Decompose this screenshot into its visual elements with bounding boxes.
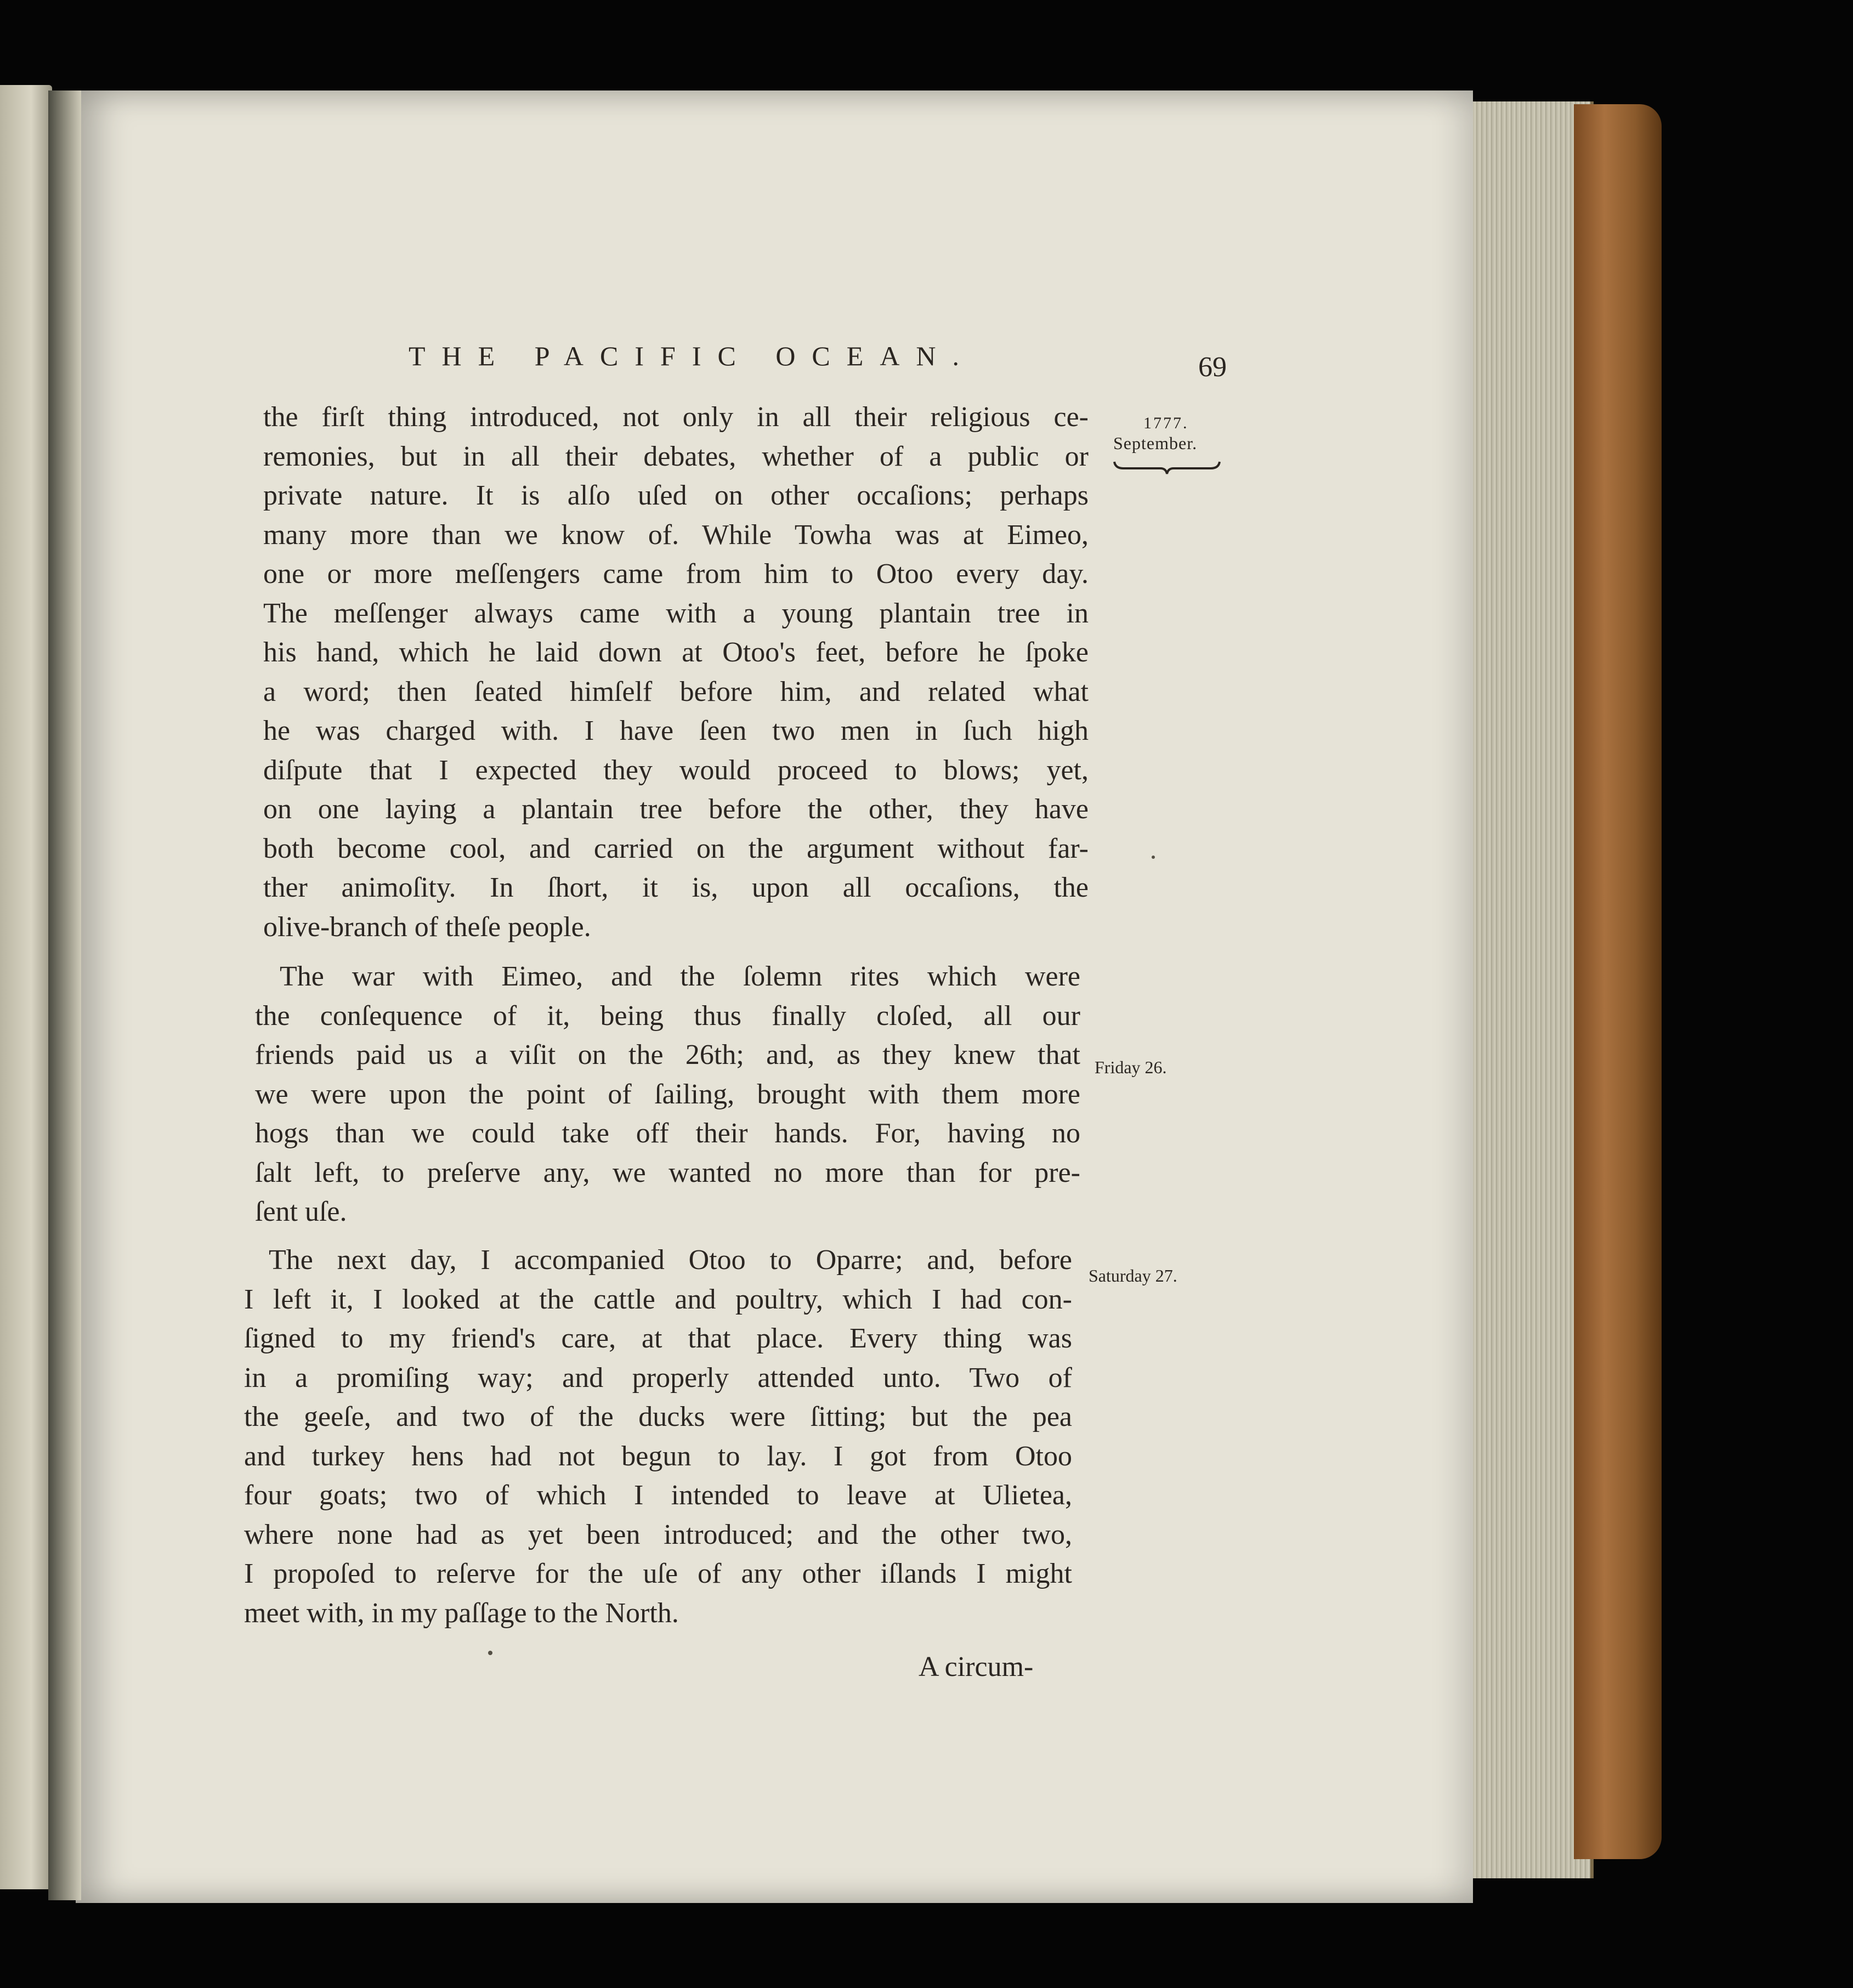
text-line: remonies, but in all their debates, whether of a public or xyxy=(263,440,1089,472)
text-line: ſalt left, to preſerve any, we wanted no more than for pre- xyxy=(255,1157,1080,1188)
text-line: meet with, in my paſſage to the North. xyxy=(244,1597,679,1629)
text-line: a word; then ſeated himſelf before him, and related what xyxy=(263,676,1089,707)
paragraph-1 xyxy=(263,398,1089,947)
text-line: he was charged with. I have ſeen two men in ſuch high xyxy=(263,715,1089,746)
catchword: A circum- xyxy=(919,1651,1034,1683)
text-line: in a promiſing way; and properly attended unto. Two of xyxy=(244,1362,1072,1394)
text-line: ſigned to my friend's care, at that place. Every thing was xyxy=(244,1323,1072,1354)
left-page-edge xyxy=(0,85,52,1889)
margin-note-month: September. xyxy=(1113,433,1198,453)
margin-note-friday: Friday 26. xyxy=(1095,1057,1167,1077)
text-line: olive-branch of theſe people. xyxy=(263,911,591,943)
margin-note-year: 1777. xyxy=(1143,414,1189,432)
book-gutter xyxy=(48,90,81,1900)
text-line: I left it, I looked at the cattle and poultry, which I had con- xyxy=(244,1283,1072,1315)
page-number: 69 xyxy=(1198,352,1227,383)
text-line: one or more meſſengers came from him to Otoo every day. xyxy=(263,558,1089,590)
text-line: I propoſed to reſerve for the uſe of any other iſlands I might xyxy=(244,1558,1072,1589)
running-head-title: THE PACIFIC OCEAN. xyxy=(409,341,976,371)
text-line: the firſt thing introduced, not only in all their religious ce- xyxy=(263,401,1089,433)
text-line: friends paid us a viſit on the 26th; and, as they knew that xyxy=(255,1039,1080,1071)
text-line: the geeſe, and two of the ducks were ſitting; but the pea xyxy=(244,1401,1072,1432)
text-line: diſpute that I expected they would proceed to blows; yet, xyxy=(263,754,1089,786)
ink-speck xyxy=(488,1651,492,1655)
text-line: ther animoſity. In ſhort, it is, upon all occaſions, the xyxy=(263,872,1089,903)
text-line: private nature. It is alſo uſed on other occaſions; perhaps xyxy=(263,480,1089,511)
text-line: we were upon the point of ſailing, brought with them more xyxy=(255,1078,1080,1110)
text-line: The meſſenger always came with a young plantain tree in xyxy=(263,597,1089,629)
text-line: The next day, I accompanied Otoo to Oparre; and, before xyxy=(269,1244,1072,1276)
text-line: many more than we know of. While Towha was at Eimeo, xyxy=(263,519,1089,551)
margin-note-saturday: Saturday 27. xyxy=(1089,1266,1177,1285)
text-line: The war with Eimeo, and the ſolemn rites which were xyxy=(280,961,1080,992)
text-line: both become cool, and carried on the argument without far- xyxy=(263,832,1089,864)
text-line: hogs than we could take off their hands. For, having no xyxy=(255,1118,1080,1149)
paragraph-3 xyxy=(244,1241,1072,1633)
text-line: and turkey hens had not begun to lay. I got from Otoo xyxy=(244,1440,1072,1472)
text-line: the conſequence of it, being thus finally cloſed, all our xyxy=(255,1000,1080,1032)
leather-cover xyxy=(1574,104,1662,1859)
text-line: on one laying a plantain tree before the other, they have xyxy=(263,794,1089,825)
ink-speck xyxy=(1152,856,1155,859)
text-line: his hand, which he laid down at Otoo's feet, before he ſpoke xyxy=(263,637,1089,668)
text-line: where none had as yet been introduced; and the other two, xyxy=(244,1519,1072,1550)
text-line: four goats; two of which I intended to leave at Ulietea, xyxy=(244,1480,1072,1511)
paragraph-2 xyxy=(255,957,1080,1232)
text-line: ſent uſe. xyxy=(255,1196,347,1227)
brace-icon xyxy=(1112,460,1222,476)
